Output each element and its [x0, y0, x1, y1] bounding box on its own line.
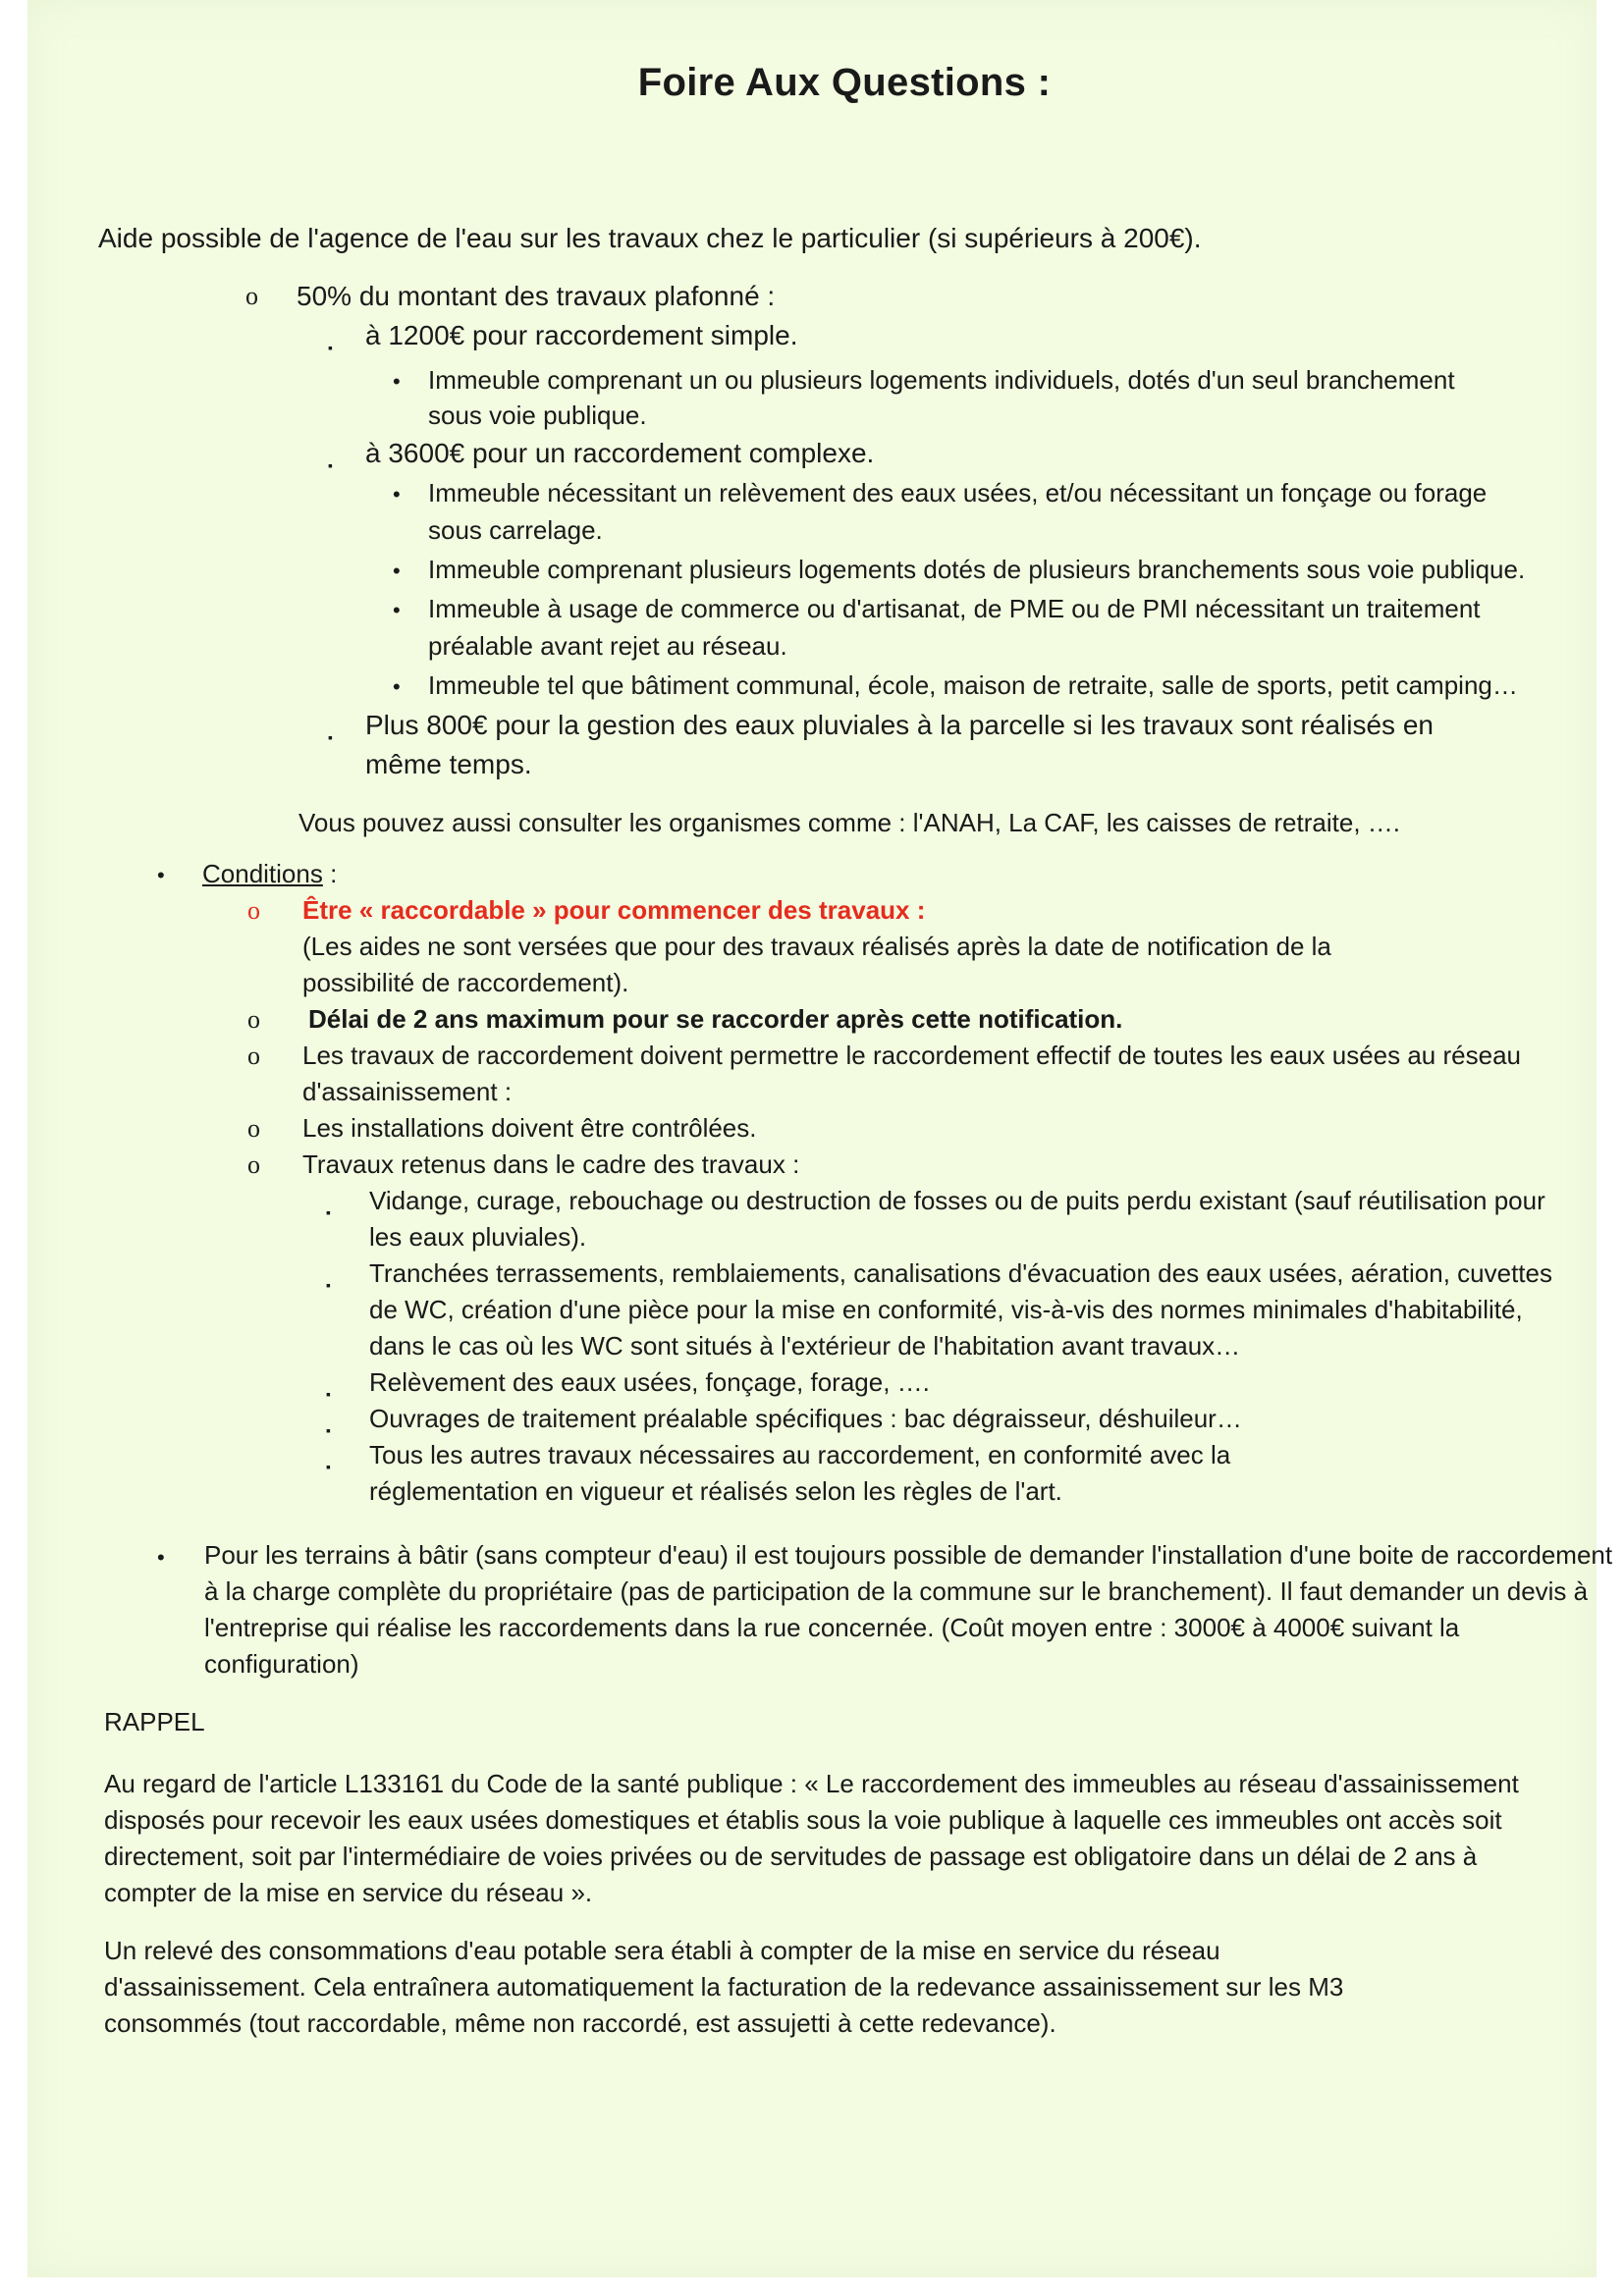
aid-complex-item	[98, 435, 1551, 472]
conditions-heading: Conditions	[202, 859, 323, 888]
condition-raccordable-item	[98, 892, 1382, 1001]
circle-bullet-icon: o	[247, 1150, 260, 1179]
condition-delai-text: Délai de 2 ans maximum pour se raccorder après cette notification.	[308, 1004, 1123, 1034]
aid-complex-sub-text: Immeuble à usage de commerce ou d'artisanat, de PME ou de PMI nécessitant un traitement préalable avant rejet au réseau.	[428, 594, 1481, 661]
condition-retenus-item	[98, 1147, 1551, 1183]
aid-complex-sub-text: Immeuble nécessitant un relèvement des eaux usées, et/ou nécessitant un fonçage ou forage sous carrelage.	[428, 478, 1488, 545]
square-bullet-icon: ▪	[326, 1204, 331, 1220]
dot-bullet-icon: •	[157, 863, 165, 887]
circle-bullet-icon: o	[245, 282, 258, 310]
square-bullet-icon: ▪	[328, 729, 333, 745]
aid-simple-text: à 1200€ pour raccordement simple.	[365, 320, 798, 350]
square-bullet-icon: ▪	[328, 340, 333, 355]
aid-complex-sub-text: Immeuble tel que bâtiment communal, école, maison de retraite, salle de sports, petit camping…	[428, 670, 1518, 700]
condition-raccordable-note: (Les aides ne sont versées que pour des travaux réalisés après la date de notification de la possibilité de raccordement).	[302, 932, 1331, 997]
aid-main-item	[98, 278, 1551, 315]
retenus-item	[98, 1401, 1567, 1437]
rappel-releve-text: Un relevé des consommations d'eau potable sera établi à compter de la mise en service du réseau d'assainissement. Cela entraînera automatiquement la facturation de la redevance assainissement sur les M3 consommés (tout raccordable, même non raccordé, est assujetti à cette redevance).	[104, 1936, 1344, 2038]
dot-bullet-icon: •	[393, 674, 401, 699]
condition-effectif-item	[98, 1038, 1579, 1110]
condition-raccordable-text: Être « raccordable » pour commencer des travaux :	[302, 895, 926, 925]
aid-main-text: 50% du montant des travaux plafonné :	[297, 281, 776, 311]
dot-bullet-icon: •	[393, 482, 401, 507]
condition-retenus-text: Travaux retenus dans le cadre des travaux :	[302, 1149, 800, 1179]
retenus-item-text: Relèvement des eaux usées, fonçage, forage, ….	[369, 1367, 930, 1397]
dot-bullet-icon: •	[393, 369, 401, 394]
aid-pluvial-item	[98, 706, 1475, 784]
dot-bullet-icon: •	[157, 1545, 165, 1570]
aid-simple-sub-item	[98, 362, 1459, 433]
aid-simple-item	[98, 317, 1551, 354]
circle-bullet-icon: o	[247, 1114, 260, 1143]
aid-other-text: Vous pouvez aussi consulter les organismes comme : l'ANAH, La CAF, les caisses de retraite, ….	[298, 808, 1400, 837]
square-bullet-icon: ▪	[326, 1459, 331, 1474]
aid-complex-sub-item	[98, 590, 1547, 665]
conditions-colon: :	[322, 859, 338, 888]
condition-effectif-text: Les travaux de raccordement doivent permettre le raccordement effectif de toutes les eaux usées au réseau d'assainissement :	[302, 1041, 1521, 1106]
square-bullet-icon: ▪	[326, 1386, 331, 1402]
square-bullet-icon: ▪	[326, 1422, 331, 1438]
retenus-item	[98, 1183, 1567, 1255]
dot-bullet-icon: •	[393, 559, 401, 583]
condition-controle-item	[98, 1110, 1551, 1147]
aid-complex-text: à 3600€ pour un raccordement complexe.	[365, 438, 875, 468]
conditions-heading-item	[98, 855, 1551, 892]
terrains-item	[98, 1537, 1618, 1682]
retenus-item-text: Tranchées terrassements, remblaiements, canalisations d'évacuation des eaux usées, aération, cuvettes de WC, création d'une pièce pour la mise en conformité, vis-à-vis des normes minimales d'habitabilité, dans le cas où les WC sont situés à l'extérieur de l'habitation avant travaux…	[369, 1258, 1552, 1361]
aid-complex-sub-item	[98, 667, 1547, 704]
retenus-item-text: Ouvrages de traitement préalable spécifiques : bac dégraisseur, déshuileur…	[369, 1404, 1242, 1433]
square-bullet-icon: ▪	[326, 1277, 331, 1293]
retenus-item-text: Tous les autres travaux nécessaires au raccordement, en conformité avec la réglementation en vigueur et réalisés selon les règles de l'art.	[369, 1440, 1231, 1506]
condition-delai-item	[98, 1001, 1551, 1038]
intro-text: Aide possible de l'agence de l'eau sur les travaux chez le particulier (si supérieurs à 200€).	[98, 223, 1202, 253]
retenus-item	[98, 1437, 1351, 1510]
aid-simple-sub-text: Immeuble comprenant un ou plusieurs logements individuels, dotés d'un seul branchement sous voie publique.	[428, 365, 1455, 430]
condition-controle-text: Les installations doivent être contrôlées.	[302, 1113, 757, 1143]
aid-pluvial-text: Plus 800€ pour la gestion des eaux pluviales à la parcelle si les travaux sont réalisés en même temps.	[365, 710, 1434, 779]
document-content	[98, 61, 1613, 2042]
aid-complex-sub-text: Immeuble comprenant plusieurs logements dotés de plusieurs branchements sous voie publique.	[428, 555, 1526, 584]
retenus-item-text: Vidange, curage, rebouchage ou destruction de fosses ou de puits perdu existant (sauf réutilisation pour les eaux pluviales).	[369, 1186, 1545, 1252]
circle-bullet-icon: o	[247, 1005, 260, 1034]
rappel-heading: RAPPEL	[104, 1707, 205, 1736]
circle-bullet-icon: o	[247, 896, 260, 925]
document-page	[27, 0, 1613, 2277]
square-bullet-icon: ▪	[328, 457, 333, 473]
rappel-article-text: Au regard de l'article L133161 du Code de la santé publique : « Le raccordement des immeubles au réseau d'assainissement disposés pour recevoir les eaux usées domestiques et établis sous la voie publique à laquelle ces immeubles ont accès soit directement, soit par l'intermédiaire de voies privées ou de servitudes de passage est obligatoire dans un délai de 2 ans à compter de la mise en service du réseau ».	[104, 1769, 1519, 1907]
dot-bullet-icon: •	[393, 598, 401, 622]
page-title: Foire Aux Questions :	[637, 61, 1052, 104]
terrains-text: Pour les terrains à bâtir (sans compteur d'eau) il est toujours possible de demander l'installation d'une boite de raccordement à la charge complète du propriétaire (pas de participation de la commune sur le branchement). Il faut demander un devis à l'entreprise qui réalise les raccordements dans la rue concernée. (Coût moyen entre : 3000€ à 4000€ suivant la configuration)	[204, 1540, 1613, 1679]
aid-complex-sub-item	[98, 551, 1547, 588]
retenus-item	[98, 1255, 1567, 1364]
circle-bullet-icon: o	[247, 1041, 260, 1070]
retenus-item	[98, 1364, 1567, 1401]
aid-complex-sub-item	[98, 474, 1547, 549]
